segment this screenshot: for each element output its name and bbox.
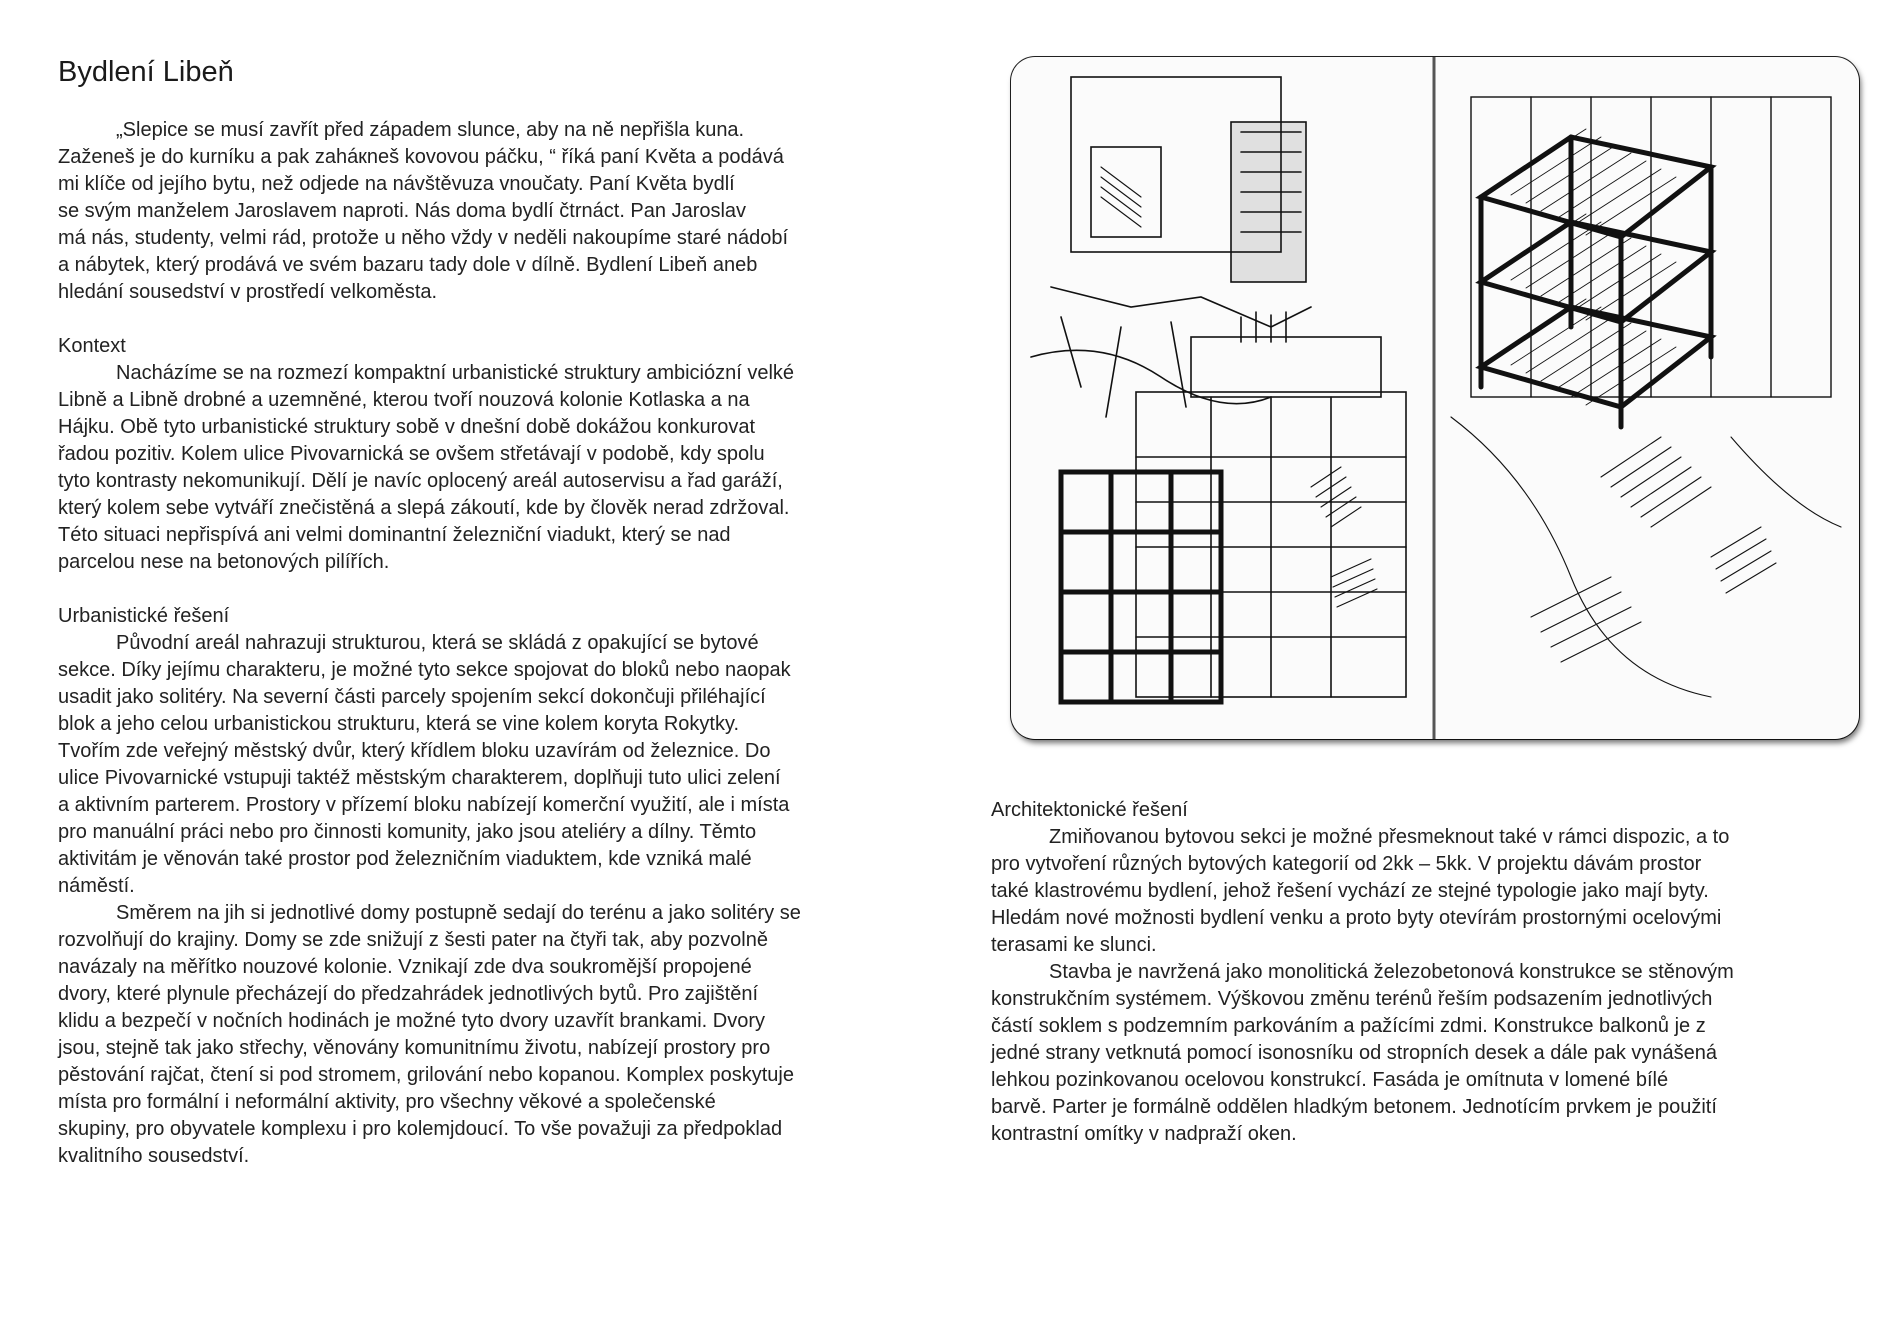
context-paragraph: Nacházíme se na rozmezí kompaktní urbanistické struktury ambiciózní velké Libně a Libně drobné a uzemněné, kterou tvoří nouzová kolonie Kotlaska a na Hájku. Obě tyto urbanistické struktury sobě v dnešní době dokážou konkurovat řadou pozitiv. Kolem ulice Pivovarnická se ovšem střetávají v podobě, kdy spolu tyto kontrasty nekomunikují. Dělí je navíc oplocený areál autoservisu a řad garáží, který kolem sebe vytváří znečistěná a slepá zákoutí, kde by člověk nerad zdržoval. Této situaci nepřispívá ani velmi dominantní železniční viadukt, který se nad parcelou nese na betonových pilířích. [58, 362, 795, 573]
sketchbook-drawing-icon [1011, 57, 1859, 739]
architecture-paragraph-2: Stavba je navržená jako monolitická železobetonová konstrukce se stěnovým konstrukčním systémem. Výškovou změnu terénů řeším podsazením jednotlivých částí soklem s podzemním parkováním a pažícími zdmi. Konstrukce balkonů je z jedné strany vetknutá pomocí isonosníku od stropních desek a dále pak vynášená lehkou pozinkovanou ocelovou konstrukcí. Fasáda je omítnuta v lomené bílé barvě. Parter je formálně oddělen hladkým betonem. Jednotícím prvkem je použití kontrastní omítky v nadpraží oken. [991, 961, 1734, 1145]
intro-paragraph: „Slepice se musí zavřít před západem slunce, aby na ně nepřišla kuna. Zaženeš je do kurníku a pak zaháкneš kovovou páčku, “ říká paní Květa a podává mi klíče od jejího bytu, než odjede na návštěvuza vnoučaty. Paní Květa bydlí se svým manželem Jaroslavem naproti. Nás doma bydlí čtrnáct. Pan Jaroslav má nás, studenty, velmi rád, protože u něho vždy v neděli nakoupíme staré nádobí a nábytek, který prodává ve svém bazaru tady dole v dílně. Bydlení Libeň aneb hledání sousedství v prostředí velkoměsta. [58, 119, 789, 303]
urban-paragraph-1: Původní areál nahrazuji strukturou, která se skládá z opakující se bytové sekce. Díky jejímu charakteru, je možné tyto sekce spojovat do bloků nebo naopak usadit jako solitéry. Na severní části parcely spojením sekcí dokončuji přiléhající blok a jeho celou urbanistickou strukturu, která se vine kolem koryta Rokytky. Tvořím zde veřejný městský dvůr, který křídlem bloku uzavírám od železnice. Do ulice Pivovarnické vstupuji taktéž městským charakterem, doplňuji tuto ulici zelení a aktivním parterem. Prostory v přízemí bloku nabízejí komerční využití, ale i místa pro manuální práci nebo pro činnosti komunity, jako jsou ateliéry a dílny. Těmto aktivitám je věnován také prostor pod železničním viaduktem, kde vzniká malé náměstí. [58, 632, 791, 897]
page-title: Bydlení Libeň [58, 56, 234, 88]
architecture-paragraph-1: Zmiňovanou bytovou sekci je možné přesmeknout také v rámci dispozic, a to pro vytvoření různých bytových kategorií od 2kk – 5kk. V projektu dávám prostor také klastrovému bydlení, jehož řešení vychází ze stejné typologie jako mají byty. Hledám nové možnosti bydlení venku a proto byty otevírám prostornými ocelovými terasami ke slunci. [991, 826, 1730, 956]
architecture-sketch-image [1011, 57, 1859, 739]
section-heading-urban: Urbanistické řešení [58, 605, 230, 627]
section-heading-context: Kontext [58, 335, 126, 357]
urban-paragraph-2: Směrem na jih si jednotlivé domy postupně sedají do terénu a jako solitéry se rozvolňují do krajiny. Domy se zde snižují z šesti pater na čtyři tak, aby pozvolně navázaly na měřítko nouzové kolonie. Vznikají zde dva soukromější propojené dvory, které plynule přecházejí do předzahrádek jednotlivých bytů. Pro zajištění klidu a bezpečí v nočních hodinách je možné tyto dvory uzavřít brankami. Dvory jsou, stejně tak jako střechy, věnovány komunitnímu životu, nabízejí prostory pro pěstování rajčat, čtení si pod stromem, grilování nebo kopanou. Komplex poskytuje místa pro formální i neformální aktivity, pro všechny věkové a společenské skupiny, pro obyvatele komplexu i pro kolemjdoucí. To vše považuji za předpoklad kvalitního sousedství. [58, 902, 801, 1167]
right-text-column [991, 797, 1871, 1148]
left-text-column [58, 117, 948, 1170]
section-heading-architecture: Architektonické řešení [991, 799, 1188, 821]
